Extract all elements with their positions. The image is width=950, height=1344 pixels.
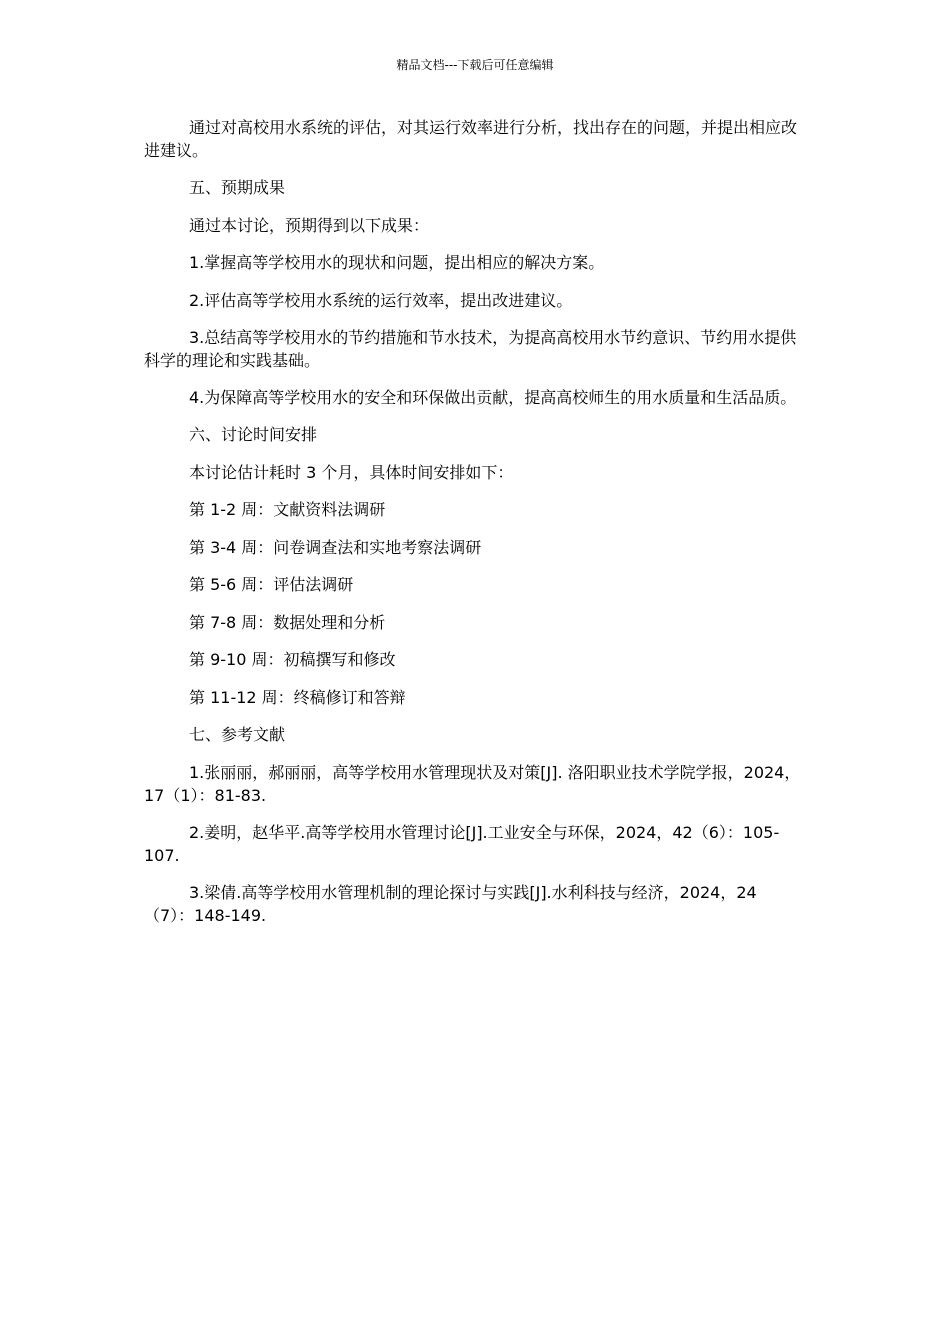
section-heading-schedule: 六、讨论时间安排 bbox=[189, 425, 318, 444]
section-heading-references: 七、参考文献 bbox=[189, 725, 286, 744]
schedule-item-5: 第 9-10 周：初稿撰写和修改 bbox=[189, 650, 396, 669]
schedule-item-1: 第 1-2 周：文献资料法调研 bbox=[189, 500, 386, 519]
reference-item-1: 1.张丽丽，郝丽丽，高等学校用水管理现状及对策[J]. 洛阳职业技术学院学报，2024，17（1）：81-83. bbox=[144, 762, 801, 805]
paragraph-results-intro: 通过本讨论，预期得到以下成果： bbox=[189, 215, 430, 235]
page-header: 精品文档---下载后可任意编辑 bbox=[396, 58, 554, 72]
list-item-result-1: 1.掌握高等学校用水的现状和问题，提出相应的解决方案。 bbox=[189, 253, 605, 272]
paragraph-schedule-intro: 本讨论估计耗时 3 个月，具体时间安排如下： bbox=[189, 462, 514, 482]
list-item-result-4: 4.为保障高等学校用水的安全和环保做出贡献，提高高校师生的用水质量和生活品质。 bbox=[189, 388, 797, 407]
list-item-result-3: 3.总结高等学校用水的节约措施和节水技术，为提高高校用水节约意识、节约用水提供科学的理论和实践基础。 bbox=[144, 328, 797, 370]
document-body bbox=[144, 116, 806, 941]
schedule-item-4: 第 7-8 周：数据处理和分析 bbox=[189, 612, 386, 632]
section-heading-expected-results: 五、预期成果 bbox=[189, 178, 286, 197]
schedule-item-6: 第 11-12 周：终稿修订和答辩 bbox=[189, 687, 406, 707]
list-item-result-2: 2.评估高等学校用水系统的运行效率，提出改进建议。 bbox=[189, 290, 573, 310]
reference-item-2: 2.姜明，赵华平.高等学校用水管理讨论[J].工业安全与环保，2024，42（6）：105-107. bbox=[144, 822, 780, 865]
schedule-item-3: 第 5-6 周：评估法调研 bbox=[189, 575, 354, 594]
schedule-item-2: 第 3-4 周：问卷调查法和实地考察法调研 bbox=[189, 537, 482, 557]
paragraph-evaluation: 通过对高校用水系统的评估，对其运行效率进行分析，找出存在的问题，并提出相应改进建议。 bbox=[144, 118, 798, 160]
reference-item-3: 3.梁倩.高等学校用水管理机制的理论探讨与实践[J].水利科技与经济，2024，24（7）：148-149. bbox=[144, 882, 757, 925]
